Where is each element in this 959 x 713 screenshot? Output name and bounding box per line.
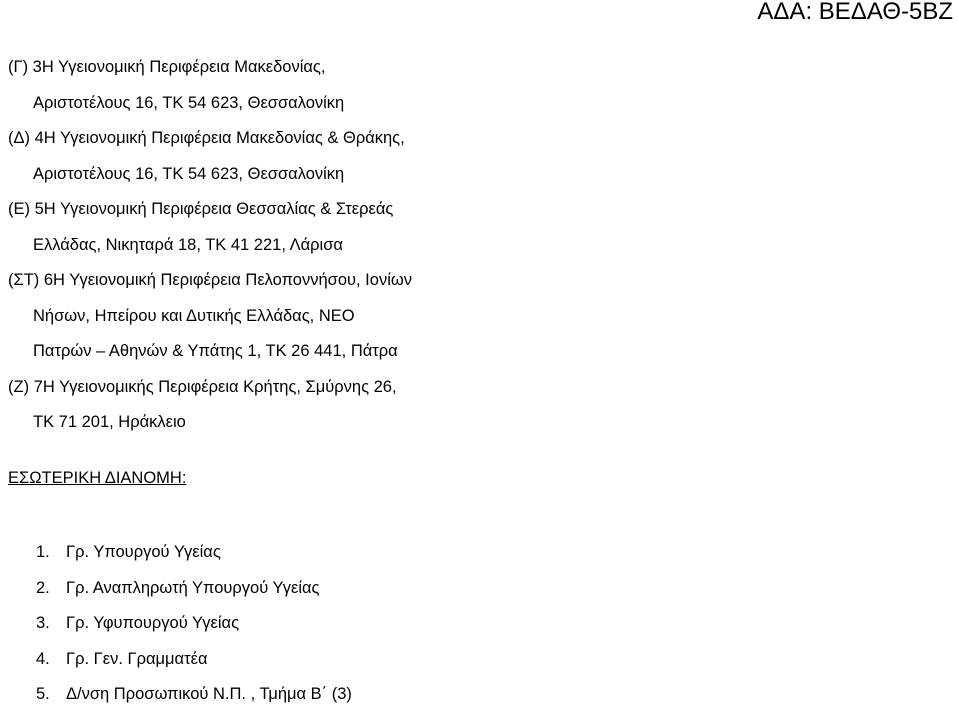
item-number: 3. bbox=[36, 614, 50, 632]
address-line: (Δ) 4Η Υγειονομική Περιφέρεια Μακεδονίας & Θράκης, bbox=[8, 129, 405, 147]
recipient-address-list bbox=[8, 50, 412, 441]
internal-distribution-heading: ΕΣΩΤΕΡΙΚΗ ΔΙΑΝΟΜΗ: bbox=[8, 469, 187, 487]
list-item bbox=[36, 571, 352, 607]
ada-code: ΑΔΑ: ΒΕΔΑΘ-5ΒΖ bbox=[757, 0, 953, 25]
item-number: 1. bbox=[36, 543, 50, 561]
address-line: Ελλάδας, Νικηταρά 18, ΤΚ 41 221, Λάρισα bbox=[33, 235, 343, 254]
item-text: Γρ. Υφυπουργού Υγείας bbox=[66, 614, 240, 632]
address-line: Αριστοτέλους 16, ΤΚ 54 623, Θεσσαλονίκη bbox=[33, 93, 345, 112]
item-text: Γρ. Υπουργού Υγείας bbox=[66, 543, 221, 561]
address-line: Νήσων, Ηπείρου και Δυτικής Ελλάδας, ΝΕΟ bbox=[33, 306, 355, 325]
item-text: Γρ. Αναπληρωτή Υπουργού Υγείας bbox=[66, 578, 320, 597]
address-line: (Ε) 5Η Υγειονομική Περιφέρεια Θεσσαλίας & Στερεάς bbox=[8, 200, 394, 218]
address-line: Πατρών – Αθηνών & Υπάτης 1, ΤΚ 26 441, Πάτρα bbox=[33, 342, 398, 360]
item-number: 4. bbox=[36, 649, 50, 668]
list-item bbox=[36, 677, 352, 713]
address-line: Αριστοτέλους 16, ΤΚ 54 623, Θεσσαλονίκη bbox=[33, 164, 345, 183]
internal-distribution-list bbox=[36, 535, 352, 713]
item-text: Δ/νση Προσωπικού Ν.Π. , Τμήμα Β΄ (3) bbox=[66, 685, 352, 703]
address-line: (Ζ) 7Η Υγειονομικής Περιφέρεια Κρήτης, Σμύρνης 26, bbox=[8, 377, 397, 396]
item-number: 5. bbox=[36, 685, 50, 703]
list-item bbox=[36, 535, 352, 571]
address-line: ΤΚ 71 201, Ηράκλειο bbox=[33, 413, 186, 431]
item-number: 2. bbox=[36, 578, 50, 597]
list-item bbox=[36, 642, 352, 678]
address-line: (ΣΤ) 6Η Υγειονομική Περιφέρεια Πελοποννήσου, Ιονίων bbox=[8, 271, 412, 289]
list-item bbox=[36, 606, 352, 642]
item-text: Γρ. Γεν. Γραμματέα bbox=[66, 649, 208, 668]
address-line: (Γ) 3Η Υγειονομική Περιφέρεια Μακεδονίας, bbox=[8, 58, 326, 76]
